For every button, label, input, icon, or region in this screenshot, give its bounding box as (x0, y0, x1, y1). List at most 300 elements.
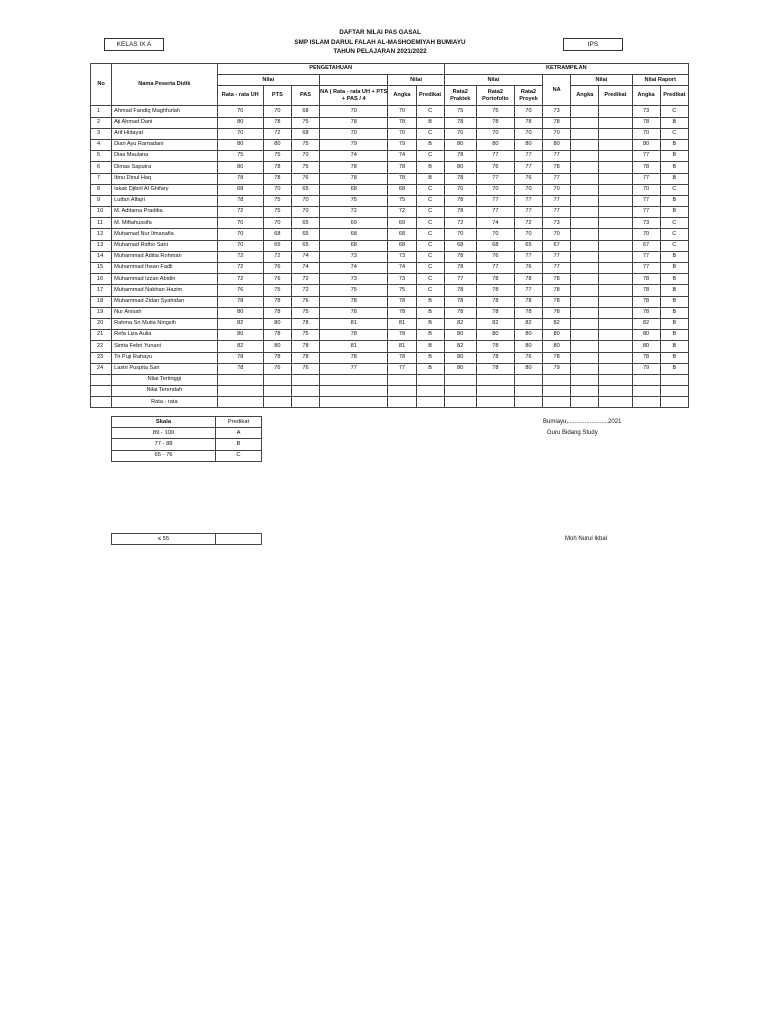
score-cell (571, 330, 599, 341)
score-cell: 77 (476, 263, 514, 274)
student-number: 9 (91, 195, 112, 206)
summary-cell (388, 386, 416, 397)
student-row (91, 184, 689, 195)
score-cell (571, 341, 599, 352)
score-cell: 80 (543, 139, 571, 150)
score-cell: 80 (514, 330, 542, 341)
summary-cell (599, 374, 632, 385)
header-raport-predikat: Predikat (660, 86, 688, 106)
score-cell: 78 (320, 173, 388, 184)
summary-label: Nilai Terendah (112, 386, 218, 397)
score-cell (571, 117, 599, 128)
score-cell: 78 (476, 117, 514, 128)
score-cell (599, 274, 632, 285)
score-cell: 69 (388, 218, 416, 229)
score-cell: 70 (291, 151, 319, 162)
score-cell (571, 352, 599, 363)
student-number: 8 (91, 184, 112, 195)
score-cell: 77 (514, 162, 542, 173)
score-cell: C (416, 128, 444, 139)
score-cell: 65 (291, 184, 319, 195)
summary-blank (91, 386, 112, 397)
score-cell: 80 (632, 139, 660, 150)
score-cell: C (660, 106, 688, 117)
score-cell: 80 (217, 139, 263, 150)
score-cell: 82 (632, 318, 660, 329)
score-cell: 81 (320, 318, 388, 329)
summary-row (91, 374, 689, 385)
score-cell: 77 (543, 263, 571, 274)
student-name: Refa Liza Aulia (112, 330, 218, 341)
score-cell: 76 (263, 274, 291, 285)
score-cell: 67 (543, 240, 571, 251)
score-cell (571, 229, 599, 240)
score-cell: 75 (444, 106, 476, 117)
score-cell: 78 (543, 274, 571, 285)
score-cell (571, 218, 599, 229)
score-cell: B (660, 285, 688, 296)
score-cell: B (416, 307, 444, 318)
class-label: KELAS IX A (104, 38, 164, 51)
score-cell: 72 (291, 274, 319, 285)
score-cell: 82 (514, 318, 542, 329)
title-line-2: SMP ISLAM DARUL FALAH AL-MASHOEMIYAH BUMIAYU (294, 38, 466, 46)
score-cell: 78 (476, 274, 514, 285)
score-cell: 74 (291, 251, 319, 262)
score-cell (571, 195, 599, 206)
score-cell (599, 106, 632, 117)
score-cell: 78 (320, 307, 388, 318)
score-cell (571, 251, 599, 262)
score-cell: 77 (476, 207, 514, 218)
header-nilai-knowledge-2: Nilai (388, 75, 444, 86)
score-cell: C (416, 229, 444, 240)
score-cell (599, 128, 632, 139)
grading-scale-extra (111, 533, 262, 545)
score-cell: C (660, 229, 688, 240)
student-number: 17 (91, 285, 112, 296)
summary-cell (320, 374, 388, 385)
score-cell: 77 (514, 195, 542, 206)
score-cell (599, 139, 632, 150)
score-cell: 77 (543, 151, 571, 162)
score-cell: 81 (388, 318, 416, 329)
score-cell: B (416, 352, 444, 363)
score-cell: 80 (514, 139, 542, 150)
score-cell: 70 (444, 229, 476, 240)
score-cell: 70 (543, 128, 571, 139)
header-pengetahuan: PENGETAHUAN (217, 64, 444, 75)
score-cell: 79 (320, 139, 388, 150)
summary-cell (571, 374, 599, 385)
score-cell: 80 (444, 162, 476, 173)
summary-cell (660, 374, 688, 385)
summary-cell (660, 386, 688, 397)
score-cell: C (660, 240, 688, 251)
student-number: 2 (91, 117, 112, 128)
student-name: M. Miftahussifa (112, 218, 218, 229)
score-cell: 79 (388, 139, 416, 150)
score-cell (599, 318, 632, 329)
score-cell: C (416, 218, 444, 229)
student-name: Tri Puji Rahayu (112, 352, 218, 363)
score-cell: 65 (291, 240, 319, 251)
score-cell: 79 (632, 363, 660, 374)
score-cell: 73 (632, 218, 660, 229)
student-row (91, 341, 689, 352)
score-cell: 78 (217, 173, 263, 184)
score-cell: B (416, 173, 444, 184)
score-cell (599, 307, 632, 318)
student-name: Dimas Saputra (112, 162, 218, 173)
student-number: 19 (91, 307, 112, 318)
student-name: Lastri Puspita Sari (112, 363, 218, 374)
student-row (91, 318, 689, 329)
scale-header-predikat: Predikat (216, 417, 262, 428)
score-cell: 75 (263, 195, 291, 206)
score-cell: B (660, 117, 688, 128)
score-cell: 80 (263, 139, 291, 150)
summary-cell (444, 374, 476, 385)
header-portofolio: Rata2 Portofolio (476, 86, 514, 106)
score-cell: 78 (632, 352, 660, 363)
student-name: Ibnu Dinul Haq (112, 173, 218, 184)
signature-place-date: Bumiayu,........................2021 (543, 419, 622, 425)
score-cell: 77 (514, 251, 542, 262)
score-cell (599, 341, 632, 352)
summary-row (91, 386, 689, 397)
score-cell: 69 (320, 218, 388, 229)
student-name: Muhammad Nabhan Hazim (112, 285, 218, 296)
summary-cell (514, 386, 542, 397)
student-name: Arif Hidayat (112, 128, 218, 139)
score-cell: C (416, 106, 444, 117)
title-line-3: TAHUN PELAJARAN 2021/2022 (333, 48, 427, 55)
score-cell: 78 (217, 352, 263, 363)
score-cell: 70 (320, 106, 388, 117)
score-cell: 68 (217, 184, 263, 195)
score-cell: 80 (217, 162, 263, 173)
score-cell (599, 207, 632, 218)
score-cell (571, 106, 599, 117)
score-cell: 80 (444, 330, 476, 341)
score-cell: 78 (514, 307, 542, 318)
summary-cell (599, 386, 632, 397)
summary-cell (543, 397, 571, 408)
header-pas: PAS (291, 86, 319, 106)
score-cell (571, 207, 599, 218)
score-cell: 78 (217, 195, 263, 206)
score-cell: 70 (217, 218, 263, 229)
score-cell: 75 (388, 285, 416, 296)
header-nilai-knowledge: Nilai (217, 75, 319, 86)
score-cell: 78 (514, 296, 542, 307)
score-cell: 78 (444, 263, 476, 274)
summary-cell (388, 374, 416, 385)
score-cell: 65 (263, 240, 291, 251)
score-cell: 77 (476, 173, 514, 184)
score-cell: B (660, 139, 688, 150)
score-cell: 77 (632, 195, 660, 206)
student-name: Muhammad Ihsan Fadli (112, 263, 218, 274)
summary-cell (263, 397, 291, 408)
score-cell: B (416, 363, 444, 374)
summary-cell (416, 374, 444, 385)
signature-name: Moh Nurul Ikbal (565, 536, 608, 542)
score-cell: 78 (476, 352, 514, 363)
score-cell: 80 (444, 363, 476, 374)
score-cell: 72 (320, 207, 388, 218)
score-cell: B (416, 117, 444, 128)
score-cell (571, 139, 599, 150)
summary-cell (444, 386, 476, 397)
summary-cell (291, 374, 319, 385)
score-cell: 76 (291, 173, 319, 184)
score-cell (571, 128, 599, 139)
header-pts: PTS (263, 86, 291, 106)
score-cell: 68 (291, 106, 319, 117)
score-cell: 77 (543, 251, 571, 262)
summary-cell (320, 386, 388, 397)
student-number: 5 (91, 151, 112, 162)
score-cell: 74 (320, 263, 388, 274)
score-cell: 78 (388, 162, 416, 173)
score-cell: 80 (444, 139, 476, 150)
student-number: 4 (91, 139, 112, 150)
score-cell: 70 (263, 106, 291, 117)
score-cell (599, 363, 632, 374)
score-cell: 78 (263, 296, 291, 307)
summary-cell (514, 397, 542, 408)
score-cell: 75 (476, 106, 514, 117)
student-number: 18 (91, 296, 112, 307)
summary-cell (632, 386, 660, 397)
summary-cell (320, 397, 388, 408)
header-raport-angka: Angka (632, 86, 660, 106)
score-cell: 70 (444, 128, 476, 139)
score-cell: 82 (444, 318, 476, 329)
score-cell (599, 330, 632, 341)
score-cell (571, 173, 599, 184)
summary-blank (91, 397, 112, 408)
score-cell: 70 (632, 229, 660, 240)
score-cell: C (416, 195, 444, 206)
score-cell: C (660, 128, 688, 139)
summary-cell (416, 386, 444, 397)
score-cell: 78 (320, 352, 388, 363)
score-cell: 70 (514, 184, 542, 195)
score-cell: 75 (320, 195, 388, 206)
score-cell: 78 (476, 285, 514, 296)
student-number: 14 (91, 251, 112, 262)
student-row (91, 207, 689, 218)
summary-cell (571, 397, 599, 408)
score-cell: 78 (444, 151, 476, 162)
score-cell: 74 (388, 263, 416, 274)
score-cell: 70 (543, 184, 571, 195)
score-cell (571, 151, 599, 162)
student-row (91, 274, 689, 285)
score-cell: 72 (514, 218, 542, 229)
score-cell: 67 (632, 240, 660, 251)
score-cell: 78 (632, 117, 660, 128)
student-row (91, 285, 689, 296)
score-cell (571, 307, 599, 318)
student-name: Ahmad Fandiq Maghfurlah (112, 106, 218, 117)
scale-range: 89 - 100 (112, 428, 216, 439)
score-cell: 78 (263, 173, 291, 184)
score-cell: 76 (514, 263, 542, 274)
header-blank (320, 75, 388, 86)
score-cell: 70 (476, 128, 514, 139)
summary-cell (291, 386, 319, 397)
score-cell: 77 (543, 173, 571, 184)
student-row (91, 251, 689, 262)
title-line-1: DAFTAR NILAI PAS GASAL (339, 29, 421, 36)
summary-cell (388, 397, 416, 408)
summary-cell (291, 397, 319, 408)
score-cell: 78 (291, 341, 319, 352)
score-table (90, 63, 689, 408)
score-cell: 73 (388, 274, 416, 285)
score-cell: 72 (217, 207, 263, 218)
score-cell: 78 (320, 117, 388, 128)
score-cell: 70 (632, 184, 660, 195)
header-name: Nama Peserta Didik (112, 64, 218, 106)
scale-range: 65 - 76 (112, 450, 216, 461)
grading-scale-table (111, 416, 262, 462)
summary-cell (514, 374, 542, 385)
score-cell: C (416, 251, 444, 262)
summary-cell (660, 397, 688, 408)
score-cell: 68 (444, 240, 476, 251)
header-predikat: Predikat (416, 86, 444, 106)
score-cell: C (416, 151, 444, 162)
subject-label: IPS (563, 38, 623, 51)
score-cell: 77 (320, 363, 388, 374)
score-cell: 80 (543, 330, 571, 341)
header-na: NA (543, 75, 571, 106)
score-cell: 70 (632, 128, 660, 139)
student-row (91, 128, 689, 139)
score-cell: 78 (444, 307, 476, 318)
score-cell: 68 (320, 184, 388, 195)
score-cell: 78 (217, 296, 263, 307)
student-number: 21 (91, 330, 112, 341)
score-cell: 79 (543, 363, 571, 374)
score-cell: 72 (217, 251, 263, 262)
summary-blank (91, 374, 112, 385)
summary-cell (571, 386, 599, 397)
document-title (250, 28, 510, 57)
student-name: Dias Maulana (112, 151, 218, 162)
score-cell: 80 (632, 341, 660, 352)
score-cell: 72 (388, 207, 416, 218)
score-cell: 82 (217, 341, 263, 352)
score-cell (599, 151, 632, 162)
score-cell: 82 (444, 341, 476, 352)
score-cell: 78 (476, 363, 514, 374)
header-angka: Angka (388, 86, 416, 106)
summary-label: Rata - rata (112, 397, 218, 408)
score-cell: 75 (388, 195, 416, 206)
score-cell: 77 (632, 251, 660, 262)
score-cell: 76 (476, 162, 514, 173)
student-number: 24 (91, 363, 112, 374)
score-cell: 72 (217, 274, 263, 285)
student-name: Sintia Febri Yunani (112, 341, 218, 352)
student-row (91, 151, 689, 162)
score-cell: 78 (217, 363, 263, 374)
score-cell: 76 (291, 296, 319, 307)
score-cell: 78 (320, 330, 388, 341)
student-number: 22 (91, 341, 112, 352)
student-name: Muhamad Nur Ilmanafia (112, 229, 218, 240)
score-cell: 80 (514, 363, 542, 374)
score-cell (599, 251, 632, 262)
score-cell: B (416, 341, 444, 352)
score-cell: 78 (543, 296, 571, 307)
score-cell: 77 (514, 285, 542, 296)
score-cell: 68 (388, 240, 416, 251)
signature-role: Guru Bidang Study (547, 430, 598, 436)
score-cell: 70 (476, 229, 514, 240)
summary-cell (543, 374, 571, 385)
score-cell: 78 (514, 117, 542, 128)
student-row (91, 195, 689, 206)
score-cell: 78 (543, 352, 571, 363)
header-rata-uh: Rata - rata UH (217, 86, 263, 106)
score-cell (599, 352, 632, 363)
score-cell: 73 (543, 218, 571, 229)
score-cell: 72 (263, 128, 291, 139)
student-number: 7 (91, 173, 112, 184)
summary-cell (476, 386, 514, 397)
score-cell: 76 (263, 363, 291, 374)
score-cell: 72 (291, 285, 319, 296)
score-cell (599, 173, 632, 184)
header-na-formula: NA ( Rata - rata UH + PTS + PAS / 4 (320, 86, 388, 106)
student-name: Muhammad Zidan Syahidan (112, 296, 218, 307)
header-skills-angka: Angka (571, 86, 599, 106)
score-cell: 70 (291, 195, 319, 206)
score-cell: 78 (632, 162, 660, 173)
score-cell: 77 (632, 263, 660, 274)
score-cell: 70 (217, 106, 263, 117)
header-no: No (91, 64, 112, 106)
student-row (91, 229, 689, 240)
score-cell: 74 (291, 263, 319, 274)
score-cell: 78 (444, 195, 476, 206)
score-cell: B (660, 318, 688, 329)
student-name: Aji Ahmad Dani (112, 117, 218, 128)
score-cell: 78 (388, 352, 416, 363)
score-cell: 80 (476, 139, 514, 150)
scale-grade (216, 534, 262, 545)
student-number: 6 (91, 162, 112, 173)
score-cell: 78 (543, 307, 571, 318)
score-cell: 73 (320, 251, 388, 262)
score-cell: C (416, 184, 444, 195)
score-cell: 70 (514, 229, 542, 240)
score-cell: B (416, 318, 444, 329)
score-cell: 77 (632, 173, 660, 184)
score-cell (599, 117, 632, 128)
scale-grade: A (216, 428, 262, 439)
score-cell: 75 (217, 151, 263, 162)
score-cell: 70 (543, 229, 571, 240)
student-row (91, 363, 689, 374)
